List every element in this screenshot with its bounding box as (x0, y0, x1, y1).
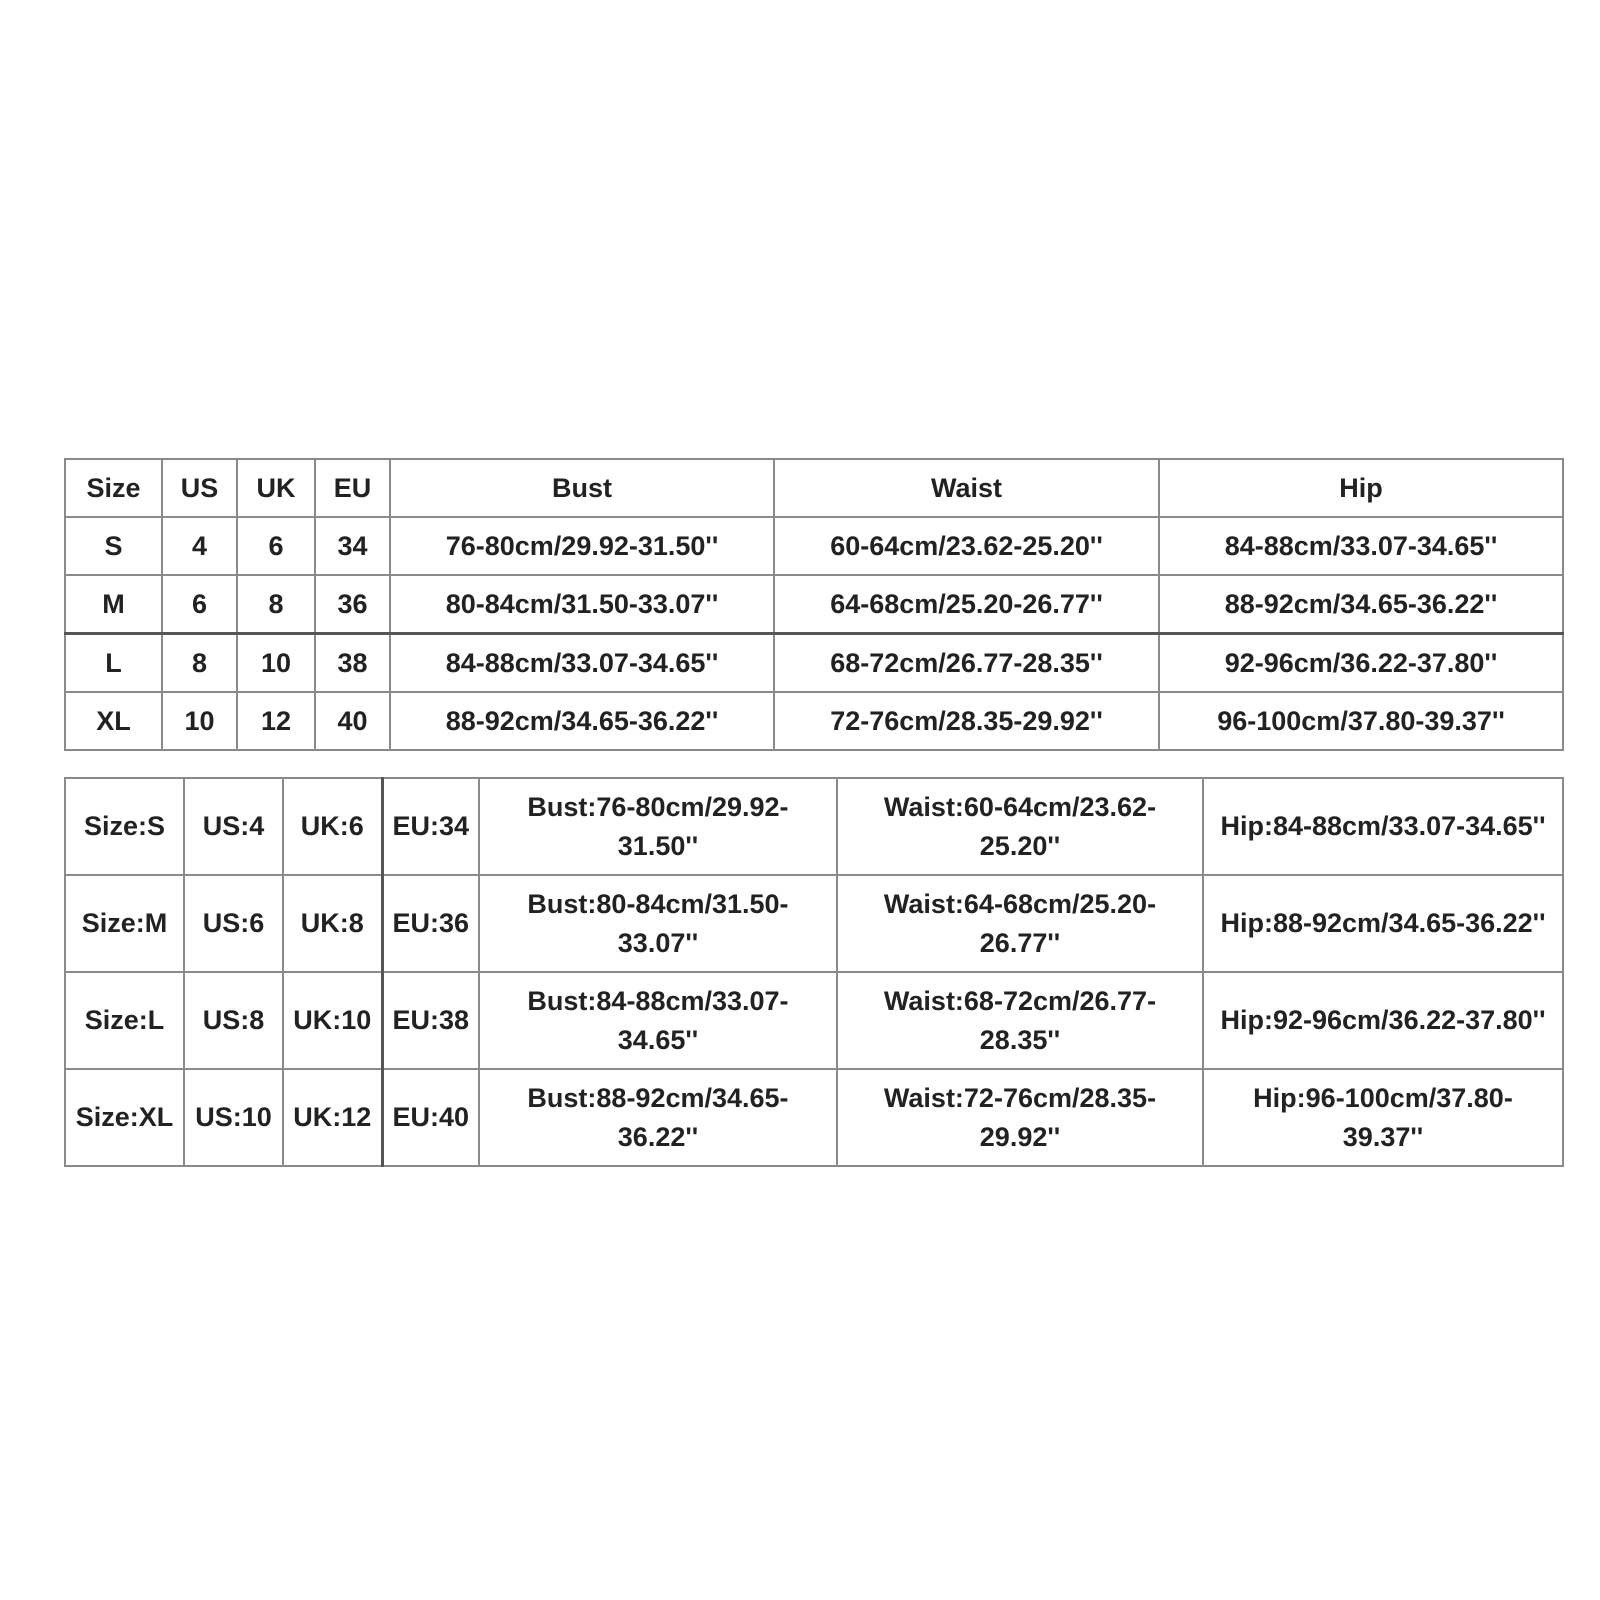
eu-cell: 38 (315, 634, 390, 693)
hip-line-1: Hip:92-96cm/36.22-37.80'' (1220, 1005, 1546, 1036)
size-cell: S (65, 517, 162, 575)
eu-cell: 36 (315, 575, 390, 634)
bust-cell: 84-88cm/33.07-34.65'' (390, 634, 774, 693)
us-cell: 10 (162, 692, 237, 750)
eu-cell: EU:38 (382, 972, 479, 1069)
uk-cell: 10 (237, 634, 315, 693)
us-cell: 4 (162, 517, 237, 575)
bust-line-1: Bust:76-80cm/29.92- (527, 792, 789, 823)
waist-line-1: Waist:60-64cm/23.62- (883, 792, 1157, 823)
header-eu: EU (315, 459, 390, 517)
hip-cell (1203, 1069, 1563, 1166)
size-cell: Size:XL (65, 1069, 184, 1166)
eu-cell: EU:34 (382, 778, 479, 875)
size-detail-table (64, 777, 1564, 1167)
bust-cell: 88-92cm/34.65-36.22'' (390, 692, 774, 750)
waist-line-2: 25.20'' (979, 830, 1061, 861)
header-waist: Waist (774, 459, 1159, 517)
waist-cell: 64-68cm/25.20-26.77'' (774, 575, 1159, 634)
size-cell: XL (65, 692, 162, 750)
table-row (65, 692, 1563, 750)
hip-cell: 92-96cm/36.22-37.80'' (1159, 634, 1563, 693)
uk-cell: UK:8 (283, 875, 382, 972)
bust-line-1: Bust:88-92cm/34.65- (527, 1083, 789, 1114)
bust-cell (479, 972, 837, 1069)
size-cell: Size:S (65, 778, 184, 875)
table-row (65, 875, 1563, 972)
hip-line-2: 39.37'' (1342, 1121, 1424, 1152)
uk-cell: UK:6 (283, 778, 382, 875)
size-cell: L (65, 634, 162, 693)
hip-cell (1203, 972, 1563, 1069)
hip-line-1: Hip:84-88cm/33.07-34.65'' (1220, 811, 1546, 842)
eu-cell: EU:36 (382, 875, 479, 972)
us-cell: US:10 (184, 1069, 283, 1166)
table-row (65, 972, 1563, 1069)
waist-cell (837, 972, 1203, 1069)
bust-line-2: 36.22'' (617, 1121, 699, 1152)
waist-cell: 72-76cm/28.35-29.92'' (774, 692, 1159, 750)
us-cell: US:6 (184, 875, 283, 972)
bust-cell (479, 1069, 837, 1166)
waist-line-1: Waist:68-72cm/26.77- (883, 986, 1157, 1017)
uk-cell: UK:10 (283, 972, 382, 1069)
bust-cell: 76-80cm/29.92-31.50'' (390, 517, 774, 575)
header-us: US (162, 459, 237, 517)
size-cell: Size:M (65, 875, 184, 972)
bust-cell (479, 778, 837, 875)
hip-cell (1203, 778, 1563, 875)
waist-line-1: Waist:64-68cm/25.20- (883, 889, 1157, 920)
table-row (65, 1069, 1563, 1166)
uk-cell: UK:12 (283, 1069, 382, 1166)
eu-cell: 34 (315, 517, 390, 575)
bust-line-2: 34.65'' (617, 1024, 699, 1055)
us-cell: 8 (162, 634, 237, 693)
waist-line-1: Waist:72-76cm/28.35- (883, 1083, 1157, 1114)
header-uk: UK (237, 459, 315, 517)
hip-cell: 88-92cm/34.65-36.22'' (1159, 575, 1563, 634)
hip-cell: 96-100cm/37.80-39.37'' (1159, 692, 1563, 750)
waist-line-2: 29.92'' (979, 1121, 1061, 1152)
table-row (65, 778, 1563, 875)
waist-cell (837, 778, 1203, 875)
uk-cell: 12 (237, 692, 315, 750)
size-cell: Size:L (65, 972, 184, 1069)
header-bust: Bust (390, 459, 774, 517)
eu-cell: EU:40 (382, 1069, 479, 1166)
uk-cell: 8 (237, 575, 315, 634)
bust-cell (479, 875, 837, 972)
bust-line-2: 33.07'' (617, 927, 699, 958)
size-cell: M (65, 575, 162, 634)
waist-cell (837, 875, 1203, 972)
header-size: Size (65, 459, 162, 517)
eu-cell: 40 (315, 692, 390, 750)
table-row (65, 575, 1563, 634)
hip-cell: 84-88cm/33.07-34.65'' (1159, 517, 1563, 575)
us-cell: 6 (162, 575, 237, 634)
size-chart-table (64, 458, 1564, 751)
bust-cell: 80-84cm/31.50-33.07'' (390, 575, 774, 634)
table-header-row (65, 459, 1563, 517)
waist-cell: 60-64cm/23.62-25.20'' (774, 517, 1159, 575)
table-row (65, 517, 1563, 575)
waist-cell (837, 1069, 1203, 1166)
us-cell: US:4 (184, 778, 283, 875)
header-hip: Hip (1159, 459, 1563, 517)
waist-line-2: 26.77'' (979, 927, 1061, 958)
bust-line-1: Bust:84-88cm/33.07- (527, 986, 789, 1017)
bust-line-1: Bust:80-84cm/31.50- (527, 889, 789, 920)
hip-cell (1203, 875, 1563, 972)
us-cell: US:8 (184, 972, 283, 1069)
hip-line-1: Hip:88-92cm/34.65-36.22'' (1220, 908, 1546, 939)
bust-line-2: 31.50'' (617, 830, 699, 861)
hip-line-1: Hip:96-100cm/37.80- (1253, 1083, 1513, 1114)
waist-line-2: 28.35'' (979, 1024, 1061, 1055)
waist-cell: 68-72cm/26.77-28.35'' (774, 634, 1159, 693)
uk-cell: 6 (237, 517, 315, 575)
table-row (65, 634, 1563, 693)
